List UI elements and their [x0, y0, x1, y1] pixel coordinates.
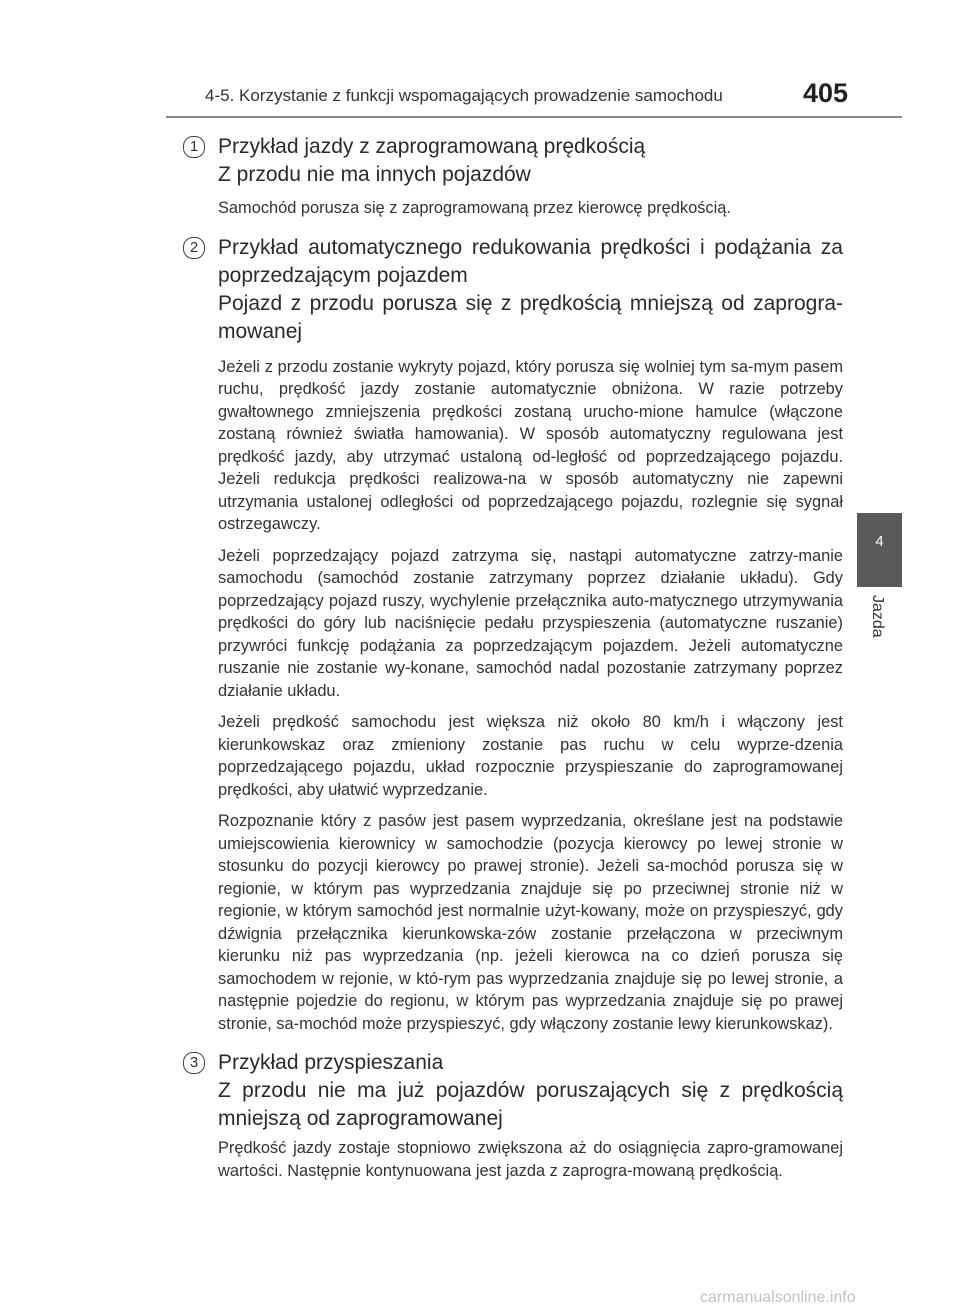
item-marker-1: 1 [183, 136, 205, 158]
example-item-1 [183, 133, 843, 220]
item-heading-2: Przykład automatycznego redukowania prędkości i podążania za poprzedzającym pojazdem Pojazd z przodu porusza się z prędkością mniejszą od zaprogra-mowanej [218, 235, 843, 343]
page-header [0, 70, 960, 110]
item-paragraph: Jeżeli prędkość samochodu jest większa niż około 80 km/h i włączony jest kierunkowskaz oraz zmieniony zostanie pas ruchu w celu wyprze-dzenia poprzedzającego pojazdu, układ rozpocznie przyspieszanie do zaprogramowanej prędkości, aby ułatwić wyprzedzanie. [218, 713, 843, 799]
header-divider [166, 116, 902, 118]
example-item-2 [183, 234, 843, 1036]
section-title: 4-5. Korzystanie z funkcji wspomagających prowadzenie samochodu [205, 86, 723, 105]
item-paragraph: Jeżeli poprzedzający pojazd zatrzyma się, nastąpi automatyczne zatrzy-manie samochodu (samochód zostanie zatrzymany poprzez działanie układu). Gdy poprzedzający pojazd ruszy, wychylenie przełącznika auto-matycznego utrzymywania prędkości do góry lub naciśnięcie pedału przyspieszenia (automatyczne ruszanie) przywróci funkcję podążania za poprzedzającym pojazdem. Jeżeli automatyczne ruszanie nie zostanie wy-konane, samochód nadal pozostanie zatrzymany poprzez działanie układu. [218, 546, 843, 700]
item-heading-1: Przykład jazdy z zaprogramowaną prędkością Z przodu nie ma innych pojazdów [218, 135, 646, 186]
chapter-tab[interactable] [857, 513, 902, 587]
chapter-label: Jazda [869, 595, 886, 638]
item-marker-3: 3 [183, 1052, 205, 1074]
watermark: carmanualsonline.info [700, 1289, 856, 1306]
item-paragraph: Prędkość jazdy zostaje stopniowo zwiększona aż do osiągnięcia zapro-gramowanej wartości. Następnie kontynuowana jest jazda z zaprogra-mowaną prędkością. [218, 1139, 843, 1180]
item-paragraph: Rozpoznanie który z pasów jest pasem wyprzedzania, określane jest na podstawie umiejscowienia kierownicy w samochodzie (pozycja kierowcy po lewej stronie w stosunku do pozycji kierowcy po prawej stronie). Jeżeli sa-mochód porusza się w regionie, w którym pas wyprzedzania znajduje się po przeciwnej stronie niż w regionie, w którym samochód jest normalnie użyt-kowany, może on przyspieszyć, gdy dźwignia przełącznika kierunkowska-zów zostanie przełączona w przeciwnym kierunku niż pas wyprzedzania (np. jeżeli kierowca na co dzień porusza się samochodem w rejonie, w któ-rym pas wyprzedzania znajduje się po lewej stronie, a następnie pojedzie do regionu, w którym pas wyprzedzania znajduje się po prawej stronie, sa-mochód może przyspieszyć, gdy włączony zostanie lewy kierunkowskaz). [218, 812, 843, 1033]
item-paragraph: Samochód porusza się z zaprogramowaną przez kierowcę prędkością. [218, 199, 731, 217]
chapter-number: 4 [875, 533, 884, 550]
item-heading-3: Przykład przyspieszania Z przodu nie ma już pojazdów poruszających się z prędkością mniejszą od zaprogramowanej [218, 1051, 843, 1130]
item-marker-2: 2 [183, 237, 205, 259]
content-body [183, 133, 843, 1196]
page-number: 405 [803, 78, 849, 108]
example-item-3 [183, 1049, 843, 1182]
item-paragraph: Jeżeli z przodu zostanie wykryty pojazd, który porusza się wolniej tym sa-mym pasem ruchu, prędkość jazdy zostanie automatycznie obniżona. W razie potrzeby gwałtownego zmniejszenia prędkości zostaną urucho-mione hamulce (włączone zostaną również światła hamowania). W sposób automatyczny regulowana jest prędkość jazdy, aby utrzymać ustaloną od-ległość od poprzedzającego pojazdu. Jeżeli redukcja prędkości realizowa-na w sposób automatyczny nie zapewni utrzymania ustalonej odległości od poprzedzającego pojazdu, rozlegnie się sygnał ostrzegawczy. [218, 357, 843, 533]
